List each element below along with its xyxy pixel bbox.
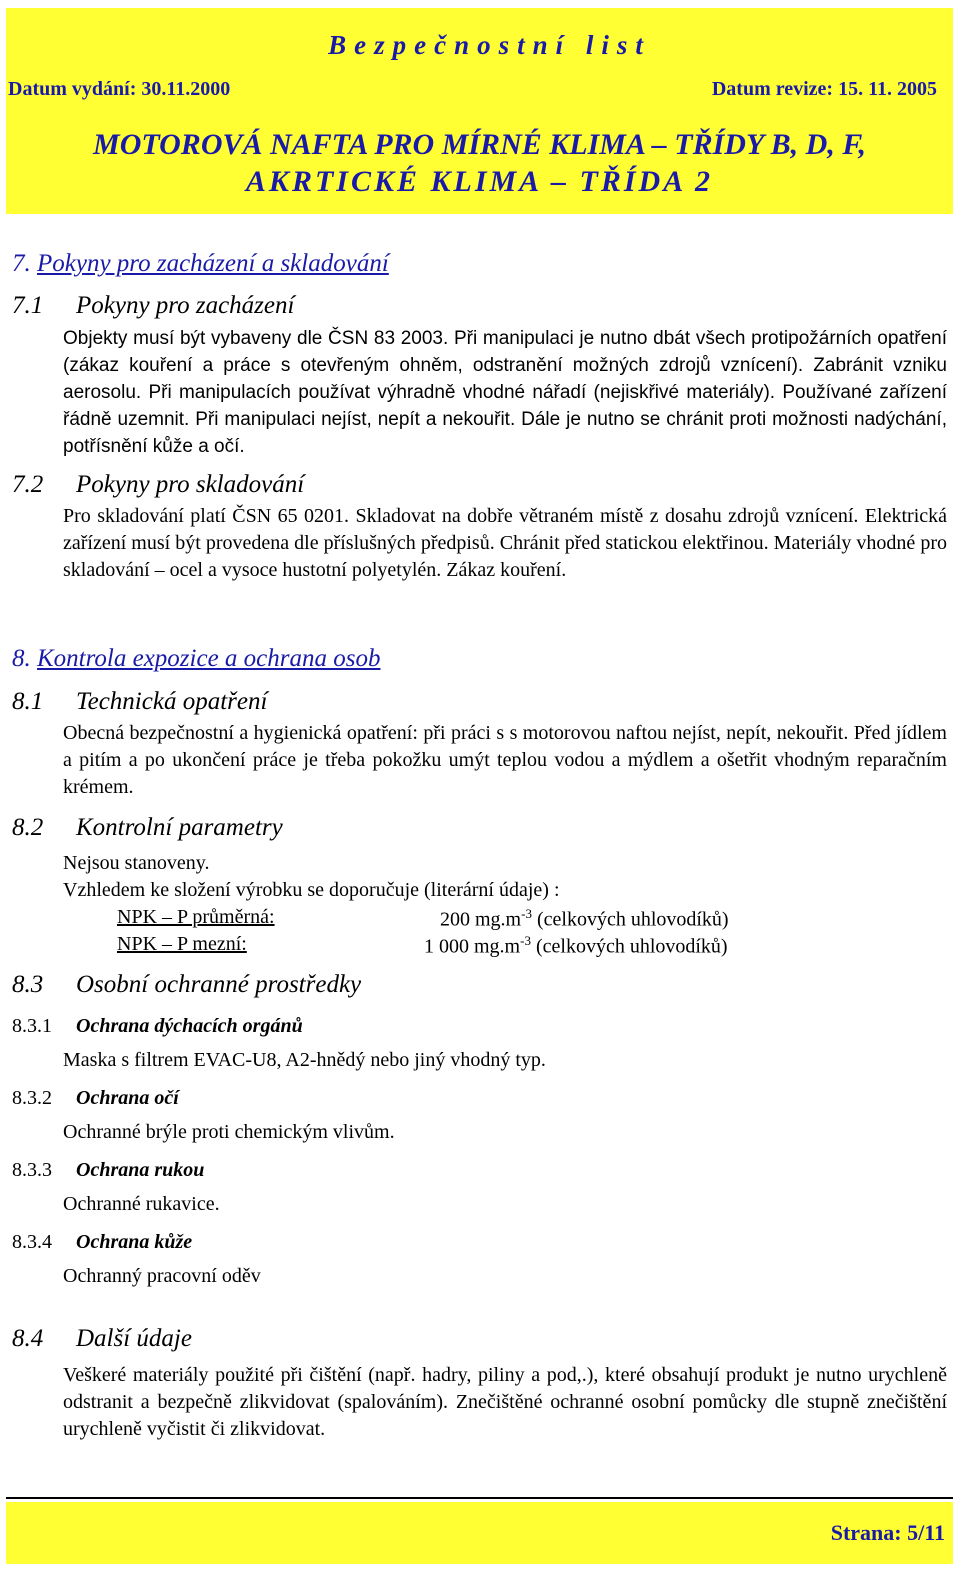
subsection-title: Osobní ochranné prostředky xyxy=(76,971,362,998)
subsection-number: 8.3.2 xyxy=(12,1087,52,1109)
subsection-title: Pokyny pro skladování xyxy=(76,471,305,498)
subsection-number: 8.3.4 xyxy=(12,1231,52,1253)
section-7-1-heading xyxy=(12,292,294,320)
section-title: Pokyny pro zacházení a skladování xyxy=(37,250,389,277)
page-number: Strana: 5/11 xyxy=(830,1520,945,1545)
section-8-1-heading xyxy=(12,688,267,716)
subsection-title: Ochrana kůže xyxy=(76,1231,193,1253)
issue-date: Datum vydání: 30.11.2000 xyxy=(8,78,231,100)
product-name xyxy=(6,126,953,200)
subsection-number: 8.4 xyxy=(12,1325,44,1352)
subsection-title: Další údaje xyxy=(76,1325,192,1352)
document-footer xyxy=(6,1502,953,1564)
subsection-title: Ochrana očí xyxy=(76,1087,179,1109)
section-7-2-text: Pro skladování platí ČSN 65 0201. Skladovat na dobře větraném místě z dosahu zdrojů vznícení. Elektrická zařízení musí být provedena dle příslušných předpisů. Chránit před statickou elektřinou. Materiály vhodné pro skladování – ocel a vysoce hustotní polyetylén. Zákaz kouření. xyxy=(63,505,947,581)
section-8-3-2-heading xyxy=(12,1087,179,1110)
section-7-heading xyxy=(12,250,389,278)
subsection-title: Ochrana dýchacích orgánů xyxy=(76,1015,303,1037)
section-8-3-4-text: Ochranný pracovní oděv xyxy=(63,1265,261,1287)
subsection-number: 8.2 xyxy=(12,814,44,841)
footer-divider xyxy=(6,1497,953,1499)
section-8-3-1-heading xyxy=(12,1015,303,1038)
product-name-line1: MOTOROVÁ NAFTA PRO MÍRNÉ KLIMA – TŘÍDY B, D, F, xyxy=(93,128,866,161)
npk-limit-label: NPK – P mezní: xyxy=(117,933,247,955)
npk-average-label: NPK – P průměrná: xyxy=(117,906,275,928)
subsection-title: Kontrolní parametry xyxy=(76,814,283,841)
subsection-number: 7.1 xyxy=(12,292,44,319)
product-name-line2: AKRTICKÉ KLIMA – TŘÍDA 2 xyxy=(245,165,714,198)
subsection-number: 8.3.1 xyxy=(12,1015,52,1037)
revision-date: Datum revize: 15. 11. 2005 xyxy=(711,78,937,100)
subsection-number: 8.1 xyxy=(12,688,44,715)
section-8-2-line2: Vzhledem ke složení výrobku se doporučuje (literární údaje) : xyxy=(63,879,560,901)
section-number: 8. xyxy=(12,645,31,672)
section-number: 7. xyxy=(12,250,31,277)
document-header xyxy=(6,8,953,214)
section-8-3-heading xyxy=(12,971,361,999)
subsection-number: 7.2 xyxy=(12,471,44,498)
npk-average-value: 200 $mg.m^{-3}$ (celkových uhlovodíků) xyxy=(440,906,729,931)
subsection-title: Pokyny pro zacházení xyxy=(76,292,295,319)
section-7-1-text: Objekty musí být vybaveny dle ČSN 83 2003. Při manipulaci je nutno dbát všech protipožárních opatření (zákaz kouření a práce s otevřeným ohněm, odstranění možných zdrojů vznícení). Zabránit vzniku aerosolu. Při manipulacích používat výhradně vhodné nářadí (nejiskřivé materiály). Používané zařízení řádně uzemnit. Při manipulaci nejíst, nepít a nekouřit. Dále je nutno se chránit proti možnosti nadýchání, potřísnění kůže a očí. xyxy=(63,328,947,457)
section-8-3-1-text: Maska s filtrem EVAC-U8, A2-hnědý nebo jiný vhodný typ. xyxy=(63,1049,546,1071)
section-8-4-text: Veškeré materiály použité při čištění (např. hadry, piliny a pod,.), které obsahují produkt je nutno urychleně odstranit a bezpečně zlikvidovat (spalováním). Znečištěné ochranné osobní pomůcky dle stupně znečištění urychleně vyčistit či zlikvidovat. xyxy=(63,1364,947,1440)
section-8-heading xyxy=(12,645,380,673)
section-title: Kontrola expozice a ochrana osob xyxy=(37,645,381,672)
section-8-3-3-heading xyxy=(12,1159,204,1182)
subsection-title: Ochrana rukou xyxy=(76,1159,205,1181)
subsection-number: 8.3 xyxy=(12,971,44,998)
section-8-3-3-text: Ochranné rukavice. xyxy=(63,1193,220,1215)
section-8-2-heading xyxy=(12,814,283,842)
section-8-3-2-text: Ochranné brýle proti chemickým vlivům. xyxy=(63,1121,395,1143)
section-8-2-line1: Nejsou stanoveny. xyxy=(63,852,210,874)
npk-limit-value: 1 000 $mg.m^{-3}$ (celkových uhlovodíků) xyxy=(424,933,728,958)
document-title: Bezpečnostní list xyxy=(328,30,651,60)
section-7-2-heading xyxy=(12,471,304,499)
section-8-3-4-heading xyxy=(12,1231,192,1254)
subsection-title: Technická opatření xyxy=(76,688,268,715)
subsection-number: 8.3.3 xyxy=(12,1159,52,1181)
section-8-1-text: Obecná bezpečnostní a hygienická opatření: při práci s s motorovou naftou nejíst, nepít, nekouřit. Před jídlem a pitím a po ukončení práce je třeba pokožku umýt teplou vodou a mýdlem a ošetřit vhodným reparačním krémem. xyxy=(63,722,947,798)
section-8-4-heading xyxy=(12,1325,192,1353)
